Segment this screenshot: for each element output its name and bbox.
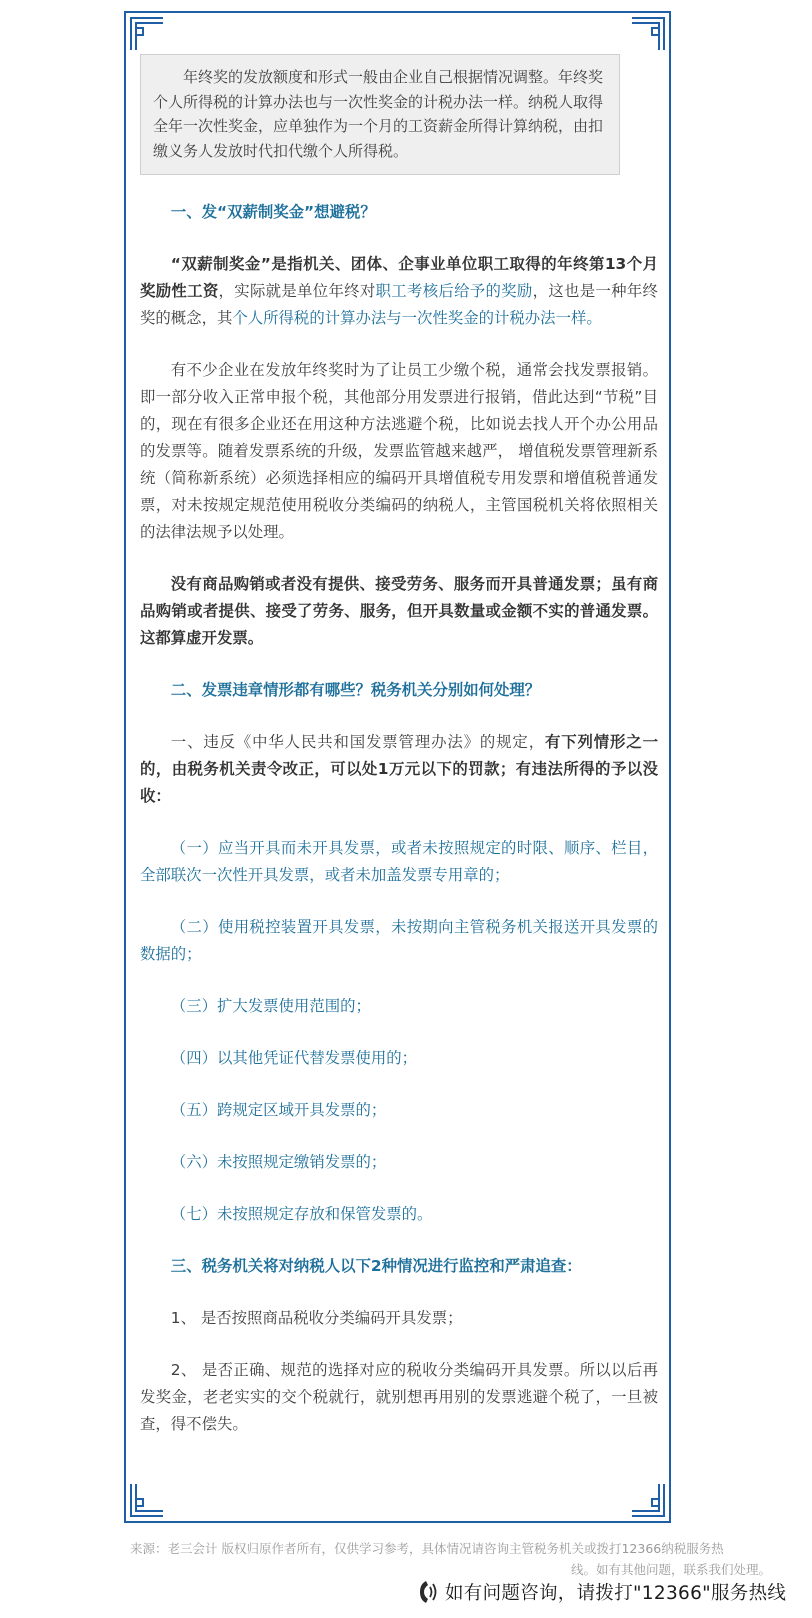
list-item: （二）使用税控装置开具发票，未按期向主管税务机关报送开具发票的数据的； <box>140 918 658 963</box>
highlight-text: 个人所得税的计算办法与一次性奖金的计税办法一样。 <box>232 309 602 327</box>
list-item: （一）应当开具而未开具发票，或者未按照规定的时限、顺序、栏目，全部联次一次性开具发票，或者未加盖发票专用章的； <box>140 839 658 884</box>
text: 一、违反《中华人民共和国发票管理办法》的规定， <box>170 733 545 751</box>
section-1-paragraph-1 <box>140 251 658 332</box>
section-2-heading: 二、发票违章情形都有哪些？税务机关分别如何处理？ <box>170 681 541 699</box>
source-line-2: 线。如有其他问题，联系我们处理。 <box>570 1562 771 1577</box>
hotline-text: 如有问题咨询，请拨打"12366"服务热线 <box>445 1583 787 1604</box>
article-content <box>140 54 658 1438</box>
phone-icon <box>417 1578 439 1606</box>
section-3-heading: 三、税务机关将对纳税人以下2种情况进行监控和严肃追查： <box>170 1257 582 1275</box>
section-2-paragraph-1 <box>140 729 658 810</box>
list-item: （六）未按照规定缴销发票的； <box>170 1153 387 1171</box>
intro-box: 年终奖的发放额度和形式一般由企业自己根据情况调整。年终奖个人所得税的计算办法也与一次性奖金的计税办法一样。纳税人取得全年一次性奖金，应单独作为一个月的工资薪金所得计算纳税，由扣缴义务人发放时代扣代缴个人所得税。 <box>140 54 620 175</box>
section-1-paragraph-2: 有不少企业在发放年终奖时为了让员工少缴个税，通常会找发票报销。即一部分收入正常申报个税，其他部分用发票进行报销，借此达到“节税”目的，现在有很多企业还在用这种方法逃避个税，比如说去找人开个办公用品的发票等。随着发票系统的升级，发票监管越来越严， 增值税发票管理新系统（简称新系统）必须选择相应的编码开具增值税专用发票和增值税普通发票，对未按规定规范使用税收分类编码的纳税人，主管国税机关将依照相关的法律法规予以处理。 <box>140 361 658 541</box>
bold-text: 有下列情形之一的，由税务机关责令改正，可以处1万元以下的罚款；有违法所得的予以没收： <box>140 733 658 805</box>
source-line-1: 来源：老三会计 版权归原作者所有，仅供学习参考，具体情况请咨询主管税务机关或拨打12366纳税服务热 <box>130 1541 724 1556</box>
section-1-heading: 一、发“双薪制奖金”想避税？ <box>170 203 376 221</box>
corner-ornament-icon <box>631 17 665 51</box>
hotline-banner <box>417 1574 786 1610</box>
text: ，实际就是单位年终对 <box>218 282 376 300</box>
list-item: （四）以其他凭证代替发票使用的； <box>170 1049 418 1067</box>
bold-text: “双薪制奖金”是指机关、团体、企事业单位职工取得的年终第13个月奖励性工资 <box>140 255 658 300</box>
section-3-paragraph-2: 2、 是否正确、规范的选择对应的税收分类编码开具发票。所以以后再发奖金，老老实实的交个税就行，就别想再用别的发票逃避个税了，一旦被查，得不偿失。 <box>140 1361 658 1433</box>
section-3-paragraph-1: 1、 是否按照商品税收分类编码开具发票； <box>170 1309 463 1327</box>
list-item: （五）跨规定区域开具发票的； <box>170 1101 387 1119</box>
corner-ornament-icon <box>130 1483 164 1517</box>
section-1-paragraph-3: 没有商品购销或者没有提供、接受劳务、服务而开具普通发票；虽有商品购销或者提供、接受了劳务、服务，但开具数量或金额不实的普通发票。这都算虚开发票。 <box>140 575 658 647</box>
text: ，这也是一种年终奖的概念，其 <box>140 282 658 327</box>
corner-ornament-icon <box>631 1483 665 1517</box>
list-item: （三）扩大发票使用范围的； <box>170 997 371 1015</box>
list-item: （七）未按照规定存放和保管发票的。 <box>170 1205 433 1223</box>
corner-ornament-icon <box>130 17 164 51</box>
highlight-text: 职工考核后给予的奖励 <box>375 282 533 300</box>
